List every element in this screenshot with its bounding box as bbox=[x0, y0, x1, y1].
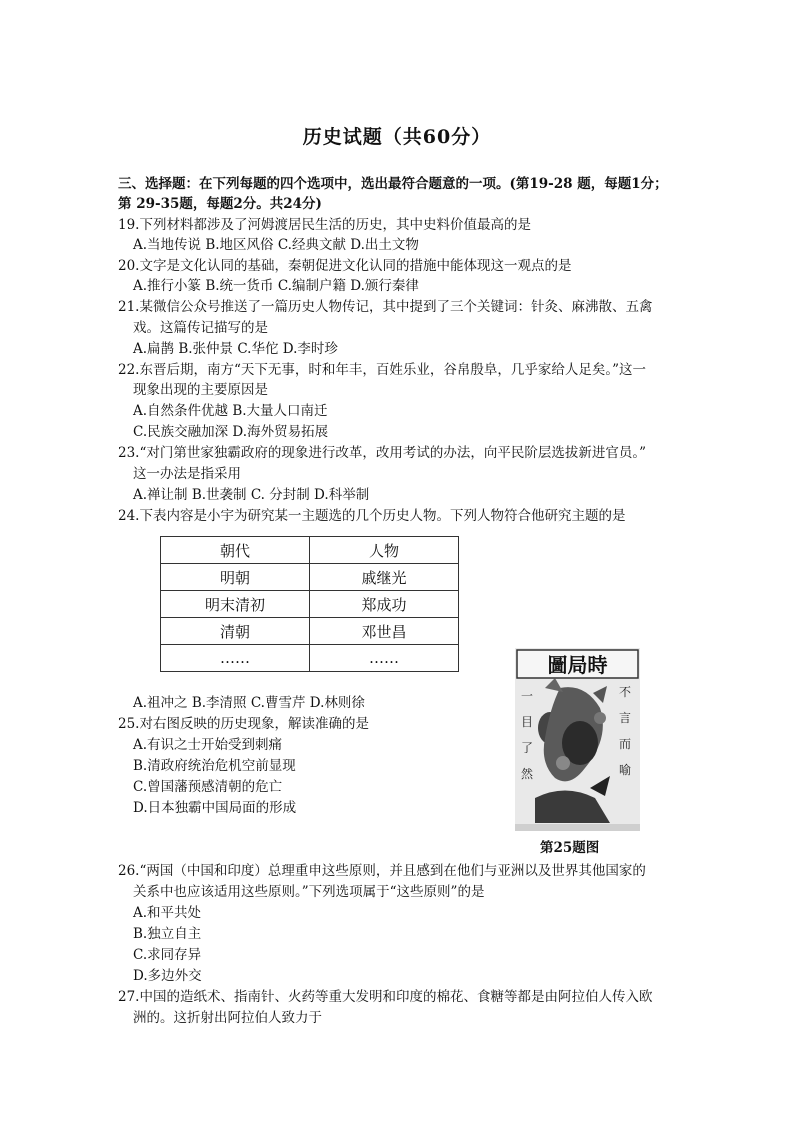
q25-option-c: C.曾国藩预感清朝的危亡 bbox=[133, 779, 283, 795]
table-row bbox=[161, 537, 459, 564]
table-cell: 清朝 bbox=[161, 618, 310, 645]
q22-stem-line2: 现象出现的主要原因是 bbox=[133, 382, 268, 398]
table-cell: 戚继光 bbox=[310, 564, 459, 591]
figure-left-char: 然 bbox=[520, 767, 534, 781]
figure-title: 圖局時 bbox=[547, 653, 608, 677]
q24-table bbox=[160, 536, 459, 672]
figure-right-char: 不 bbox=[618, 685, 632, 699]
figure-left-char: 了 bbox=[520, 741, 534, 755]
figure-right-char: 喻 bbox=[618, 763, 632, 777]
table-row bbox=[161, 564, 459, 591]
figure-right-char: 言 bbox=[618, 711, 632, 725]
q22-options-line1: A.自然条件优越 B.大量人口南迁 bbox=[133, 403, 328, 419]
q23-options: A.禅让制 B.世袭制 C. 分封制 D.科举制 bbox=[133, 487, 370, 503]
q25-stem: 25.对右图反映的历史现象，解读准确的是 bbox=[118, 716, 369, 732]
q26-stem-line1: 26.“两国（中国和印度）总理重申这些原则，并且感到在他们与亚洲以及世界其他国家的 bbox=[118, 863, 646, 879]
section-header-line2: 第 29-35题，每题2分。共24分) bbox=[118, 196, 322, 212]
q22-options-line2: C.民族交融加深 D.海外贸易拓展 bbox=[133, 424, 329, 440]
q19-stem: 19.下列材料都涉及了河姆渡居民生活的历史，其中史料价值最高的是 bbox=[118, 217, 531, 233]
q24-options: A.祖冲之 B.李清照 C.曹雪芹 D.林则徐 bbox=[133, 695, 365, 711]
q24-stem: 24.下表内容是小宇为研究某一主题选的几个历史人物。下列人物符合他研究主题的是 bbox=[118, 508, 626, 524]
q26-option-b: B.独立自主 bbox=[133, 926, 202, 942]
q21-options: A.扁鹊 B.张仲景 C.华佗 D.李时珍 bbox=[133, 341, 338, 357]
q20-options: A.推行小篆 B.统一货币 C.编制户籍 D.颁行秦律 bbox=[133, 278, 419, 294]
q26-option-c: C.求同存异 bbox=[133, 947, 202, 963]
figure-right-char: 而 bbox=[618, 737, 632, 751]
q27-stem-line2: 洲的。这折射出阿拉伯人致力于 bbox=[133, 1010, 322, 1026]
q27-stem-line1: 27.中国的造纸术、指南针、火药等重大发明和印度的棉花、食糖等都是由阿拉伯人传入欧 bbox=[118, 989, 653, 1005]
q25-option-a: A.有识之士开始受到刺痛 bbox=[133, 737, 283, 753]
figure-caption: 第25题图 bbox=[540, 840, 600, 856]
q19-options: A.当地传说 B.地区风俗 C.经典文献 D.出土文物 bbox=[133, 237, 419, 253]
q25-figure-cartoon bbox=[515, 648, 640, 831]
q22-stem-line1: 22.东晋后期，南方“天下无事，时和年丰，百姓乐业，谷帛殷阜，几乎家给人足矣。”这一 bbox=[118, 362, 647, 378]
page-title: 历史试题（共60分） bbox=[302, 126, 492, 148]
table-cell: 明朝 bbox=[161, 564, 310, 591]
q23-stem-line1: 23.“对门第世家独霸政府的现象进行改革，改用考试的办法，向平民阶层选拔新进官员。” bbox=[118, 445, 647, 461]
table-cell: 邓世昌 bbox=[310, 618, 459, 645]
q25-option-d: D.日本独霸中国局面的形成 bbox=[133, 800, 297, 816]
table-row bbox=[161, 618, 459, 645]
figure-left-char: 一 bbox=[520, 689, 534, 703]
q26-option-a: A.和平共处 bbox=[133, 905, 202, 921]
q26-stem-line2: 关系中也应该适用这些原则。”下列选项属于“这些原则”的是 bbox=[133, 884, 485, 900]
q26-option-d: D.多边外交 bbox=[133, 968, 202, 984]
table-cell: 明末清初 bbox=[161, 591, 310, 618]
table-row bbox=[161, 645, 459, 672]
table-cell: 郑成功 bbox=[310, 591, 459, 618]
table-cell: 人物 bbox=[310, 537, 459, 564]
q21-stem-line1: 21.某微信公众号推送了一篇历史人物传记，其中提到了三个关键词：针灸、麻沸散、五禽 bbox=[118, 299, 653, 315]
q20-stem: 20.文字是文化认同的基础，秦朝促进文化认同的措施中能体现这一观点的是 bbox=[118, 258, 572, 274]
figure-left-char: 目 bbox=[520, 715, 534, 729]
table-cell: …… bbox=[310, 645, 459, 672]
section-header-line1: 三、选择题：在下列每题的四个选项中，选出最符合题意的一项。(第19-28 题，每题1分； bbox=[118, 176, 668, 192]
q25-option-b: B.清政府统治危机空前显现 bbox=[133, 758, 296, 774]
q21-stem-line2: 戏。这篇传记描写的是 bbox=[133, 320, 268, 336]
table-cell: 朝代 bbox=[161, 537, 310, 564]
q23-stem-line2: 这一办法是指采用 bbox=[133, 466, 241, 482]
table-cell: …… bbox=[161, 645, 310, 672]
table-row bbox=[161, 591, 459, 618]
